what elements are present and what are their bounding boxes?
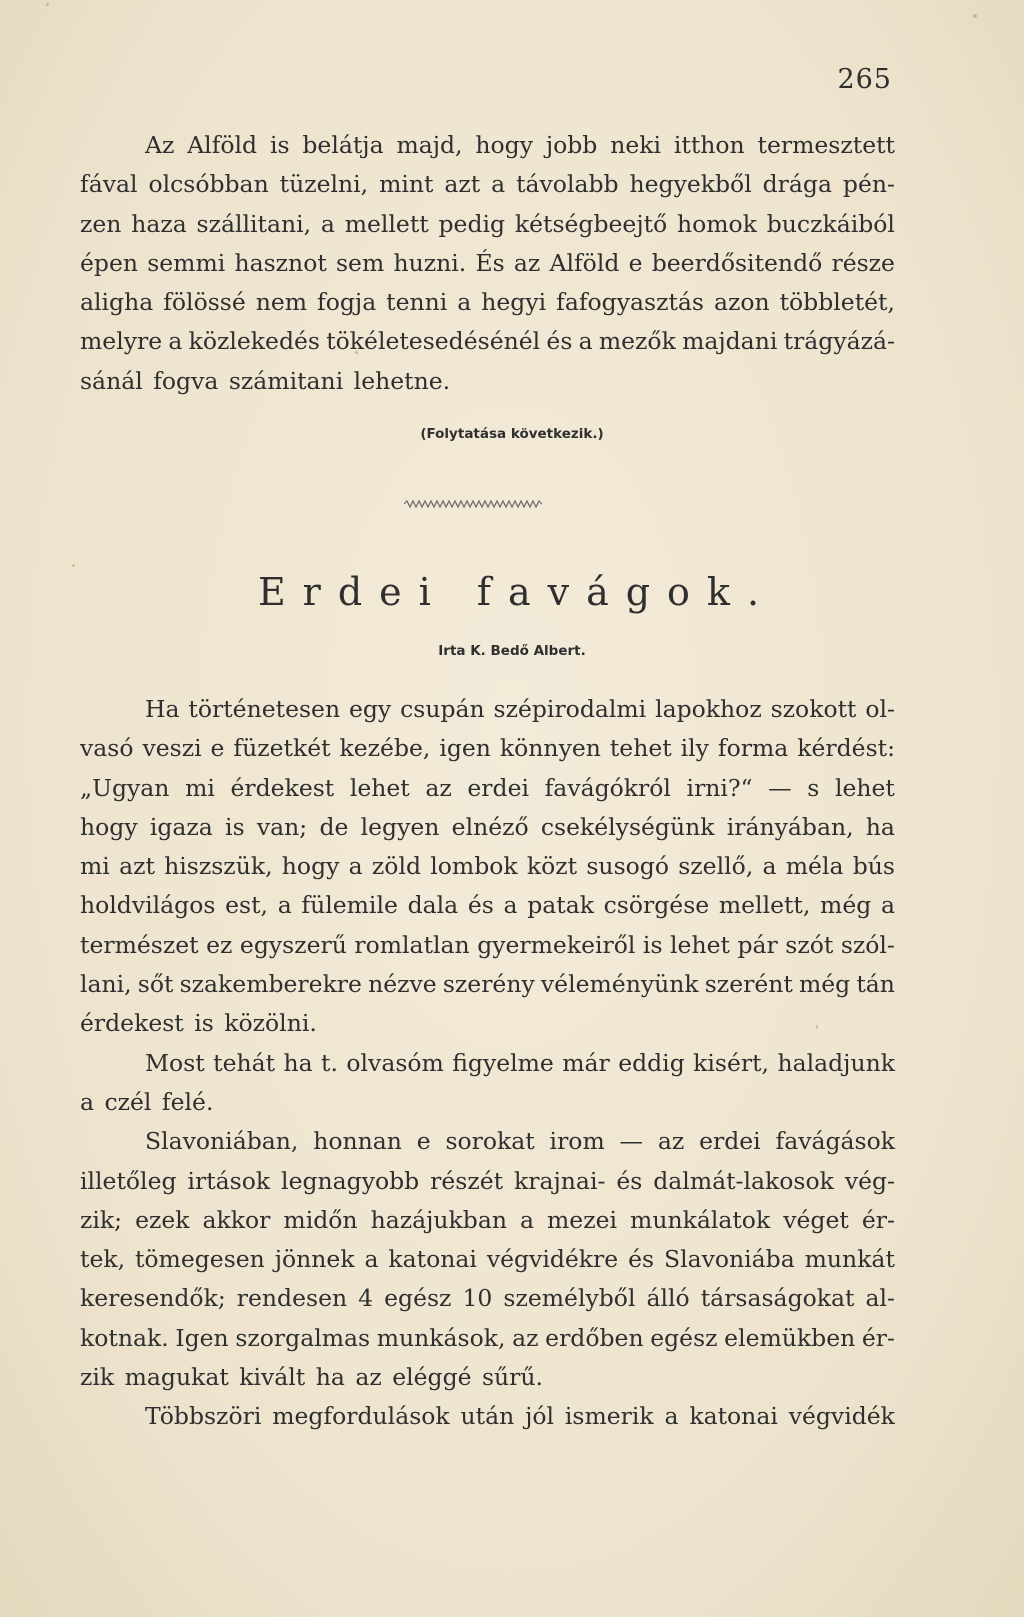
byline: Irta K. Bedő Albert. (438, 643, 586, 659)
text-line: zen haza szállitani, a mellett pedig kétségbeejtő homok buczkáiból (80, 209, 895, 238)
page-number: 265 (837, 64, 892, 95)
paper-stain (973, 14, 977, 18)
paragraph (80, 690, 895, 1044)
paragraph (80, 1122, 895, 1397)
text-line: illetőleg irtások legnagyobb részét krajnai- és dalmát-lakosok vég- (80, 1166, 895, 1195)
text-line: Az Alföld is belátja majd, hogy jobb neki itthon termesztett (145, 131, 895, 159)
text-line: Slavoniában, honnan e sorokat irom — az erdei favágások (145, 1127, 895, 1156)
text-line: melyre a közlekedés tökéletesedésénél és a mezők majdani trágyázá- (80, 327, 895, 356)
text-line: természet ez egyszerű romlatlan gyermekeiről is lehet pár szót szól- (80, 930, 895, 959)
text-line: a czél felé. (80, 1087, 214, 1116)
text-line: kotnak. Igen szorgalmas munkások, az erdőben egész elemükben ér- (80, 1323, 895, 1352)
text-line: aligha fölössé nem fogja tenni a hegyi fafogyasztás azon többletét, (80, 288, 895, 317)
text-line: vasó veszi e füzetkét kezébe, igen könnyen tehet ily forma kérdést: (80, 734, 895, 763)
text-line: érdekest is közölni. (80, 1009, 317, 1038)
paper-stain (72, 564, 75, 567)
text-line: keresendők; rendesen 4 egész 10 személyből álló társaságokat al- (80, 1284, 895, 1313)
text-line: Ha történetesen egy csupán szépirodalmi lapokhoz szokott ol- (145, 695, 895, 723)
paper-stain (46, 3, 49, 6)
text-line: Többszöri megfordulások után jól ismerik a katonai végvidék (145, 1402, 895, 1431)
text-line: holdvilágos est, a fülemile dala és a patak csörgése mellett, még a (80, 891, 895, 920)
intro-paragraph (80, 126, 895, 401)
text-line: zik; ezek akkor midőn hazájukban a mezei munkálatok véget ér- (80, 1205, 895, 1234)
article-title: Erdei favágok. (257, 570, 777, 614)
text-line: fával olcsóbban tüzelni, mint azt a távolabb hegyekből drága pén- (80, 170, 895, 199)
text-line: hogy igaza is van; de legyen elnéző csekélységünk irányában, ha (80, 812, 895, 841)
text-line: lani, sőt szakemberekre nézve szerény véleményünk szerént még tán (80, 970, 895, 999)
article-body (80, 690, 895, 1437)
text-line: tek, tömegesen jönnek a katonai végvidékre és Slavoniába munkát (80, 1245, 895, 1274)
continued-note: (Folytatása következik.) (420, 426, 604, 442)
text-line: „Ugyan mi érdekest lehet az erdei favágókról irni?“ — s lehet (80, 773, 895, 802)
text-line: zik magukat kivált ha az eléggé sűrű. (80, 1363, 544, 1392)
text-line: Most tehát ha t. olvasóm figyelme már eddig kisért, haladjunk (145, 1048, 895, 1077)
text-line: sánál fogva számitani lehetne. (80, 366, 451, 395)
decorative-divider-icon (404, 497, 542, 511)
paragraph (80, 1397, 895, 1436)
paragraph (80, 1044, 895, 1123)
text-line: mi azt hiszszük, hogy a zöld lombok közt susogó szellő, a méla bús (80, 852, 895, 881)
text-line: épen semmi hasznot sem huzni. És az Alföld e beerdősitendő része (80, 248, 895, 277)
